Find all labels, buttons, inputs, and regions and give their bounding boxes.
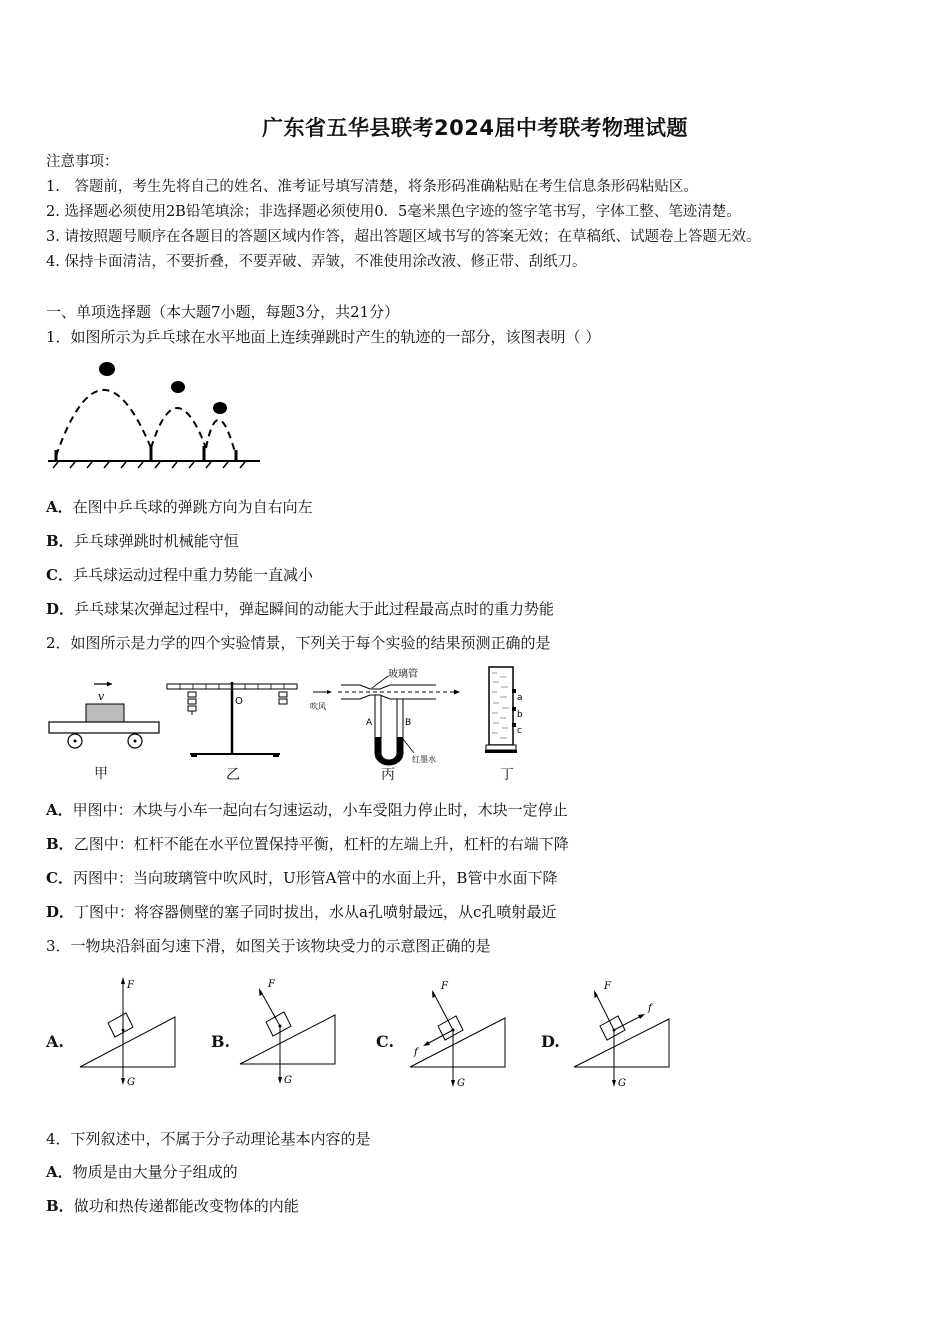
question-1-stem: 1．如图所示为乒乓球在水平地面上连续弹跳时产生的轨迹的一部分，该图表明（ ） [46, 328, 601, 346]
force-f-label: F [441, 981, 448, 992]
force-friction-label: f [648, 1003, 652, 1014]
pivot-label: O [235, 696, 243, 707]
tube-b-label: B [405, 718, 412, 728]
glass-tube-label: 玻璃管 [388, 669, 418, 680]
figure-caption-ding: 丁 [500, 767, 514, 783]
figure-caption-yi: 乙 [226, 767, 240, 783]
option-label: B． [46, 532, 74, 550]
bouncing-ball-figure [46, 358, 266, 468]
question-2-stem: 2．如图所示是力学的四个实验情景，下列关于每个实验的结果预测正确的是 [46, 634, 551, 652]
question-4-stem: 4．下列叙述中，不属于分子动理论基本内容的是 [46, 1130, 371, 1148]
water-container-figure [482, 665, 532, 757]
option-text: 乙图中：杠杆不能在水平位置保持平衡，杠杆的左端上升，杠杆的右端下降 [73, 835, 569, 853]
option-label: B． [46, 1197, 74, 1215]
lever-figure [165, 680, 305, 760]
force-g-label: G [284, 1075, 292, 1086]
q4-option-a [46, 1162, 238, 1182]
option-text: 甲图中：木块与小车一起向右匀速运动，小车受阻力停止时，木块一定停止 [72, 801, 568, 819]
option-text: 乒乓球运动过程中重力势能一直减小 [72, 566, 313, 584]
tube-a-label: A [366, 718, 373, 728]
incline-force-diagram-b [238, 975, 348, 1090]
question-3-stem: 3．一物块沿斜面匀速下滑，如图关于该物块受力的示意图正确的是 [46, 937, 491, 955]
q3-option-a-label: A. [46, 1032, 64, 1051]
q2-option-c [46, 868, 557, 888]
force-f-label: F [604, 981, 611, 992]
q1-option-c [46, 565, 313, 585]
velocity-label: v [98, 690, 105, 703]
q4-option-b [46, 1196, 299, 1216]
exam-title: 广东省五华县联考2024届中考联考物理试题 [262, 116, 688, 140]
incline-force-diagram-d [572, 975, 682, 1090]
option-label: D． [46, 600, 75, 618]
incline-force-diagram-c [408, 975, 518, 1090]
red-ink-label: 红墨水 [412, 755, 436, 764]
cart-figure [46, 678, 166, 748]
option-label: A． [46, 1163, 73, 1181]
q1-option-a [46, 497, 313, 517]
q3-option-b-label: B. [211, 1032, 231, 1051]
venturi-tube-figure [308, 665, 468, 765]
notice-item-1: 1. 答题前，考生先将自己的姓名、准考证号填写清楚，将条形码准确粘贴在考生信息条形码粘贴区。 [46, 179, 698, 195]
option-label: A． [46, 498, 73, 516]
section-heading: 一、单项选择题（本大题7小题，每题3分，共21分） [46, 303, 400, 321]
blow-label: 吹风 [310, 702, 326, 711]
force-g-label: G [127, 1077, 135, 1088]
force-f-label: F [268, 979, 275, 990]
q1-option-b [46, 531, 239, 551]
option-label: D． [46, 903, 75, 921]
force-g-label: G [618, 1078, 626, 1089]
notice-item-3: 3. 请按照题号顺序在各题目的答题区域内作答，超出答题区域书写的答案无效；在草稿纸、试题卷上答题无效。 [46, 229, 761, 245]
q2-option-a [46, 800, 568, 820]
q3-option-d-label: D. [541, 1032, 560, 1051]
force-friction-label: f [414, 1047, 418, 1058]
option-text: 丙图中：当向玻璃管中吹风时，U形管A管中的水面上升，B管中水面下降 [72, 869, 558, 887]
notice-item-4: 4. 保持卡面清洁，不要折叠，不要弄破、弄皱，不准使用涂改液、修正带、刮纸刀。 [46, 254, 587, 270]
force-g-label: G [457, 1078, 465, 1089]
q1-option-d [46, 599, 554, 619]
notice-heading: 注意事项： [46, 154, 119, 170]
option-text: 做功和热传递都能改变物体的内能 [73, 1197, 299, 1215]
option-label: C． [46, 566, 73, 584]
q2-option-d [46, 902, 556, 922]
incline-force-diagram-a [78, 975, 188, 1090]
figure-caption-jia: 甲 [94, 766, 108, 782]
hole-b-label: b [517, 710, 523, 720]
q2-option-b [46, 834, 569, 854]
q3-option-c-label: C. [376, 1032, 395, 1051]
option-text: 乒乓球某次弹起过程中，弹起瞬间的动能大于此过程最高点时的重力势能 [74, 600, 555, 618]
option-text: 乒乓球弹跳时机械能守恒 [73, 532, 239, 550]
option-text: 丁图中：将容器侧壁的塞子同时拔出，水从a孔喷射最远，从c孔喷射最近 [74, 903, 557, 921]
option-text: 物质是由大量分子组成的 [72, 1163, 238, 1181]
hole-a-label: a [517, 693, 523, 703]
notice-item-2: 2. 选择题必须使用2B铅笔填涂；非选择题必须使用0．5毫米黑色字迹的签字笔书写，字体工整、笔迹清楚。 [46, 204, 741, 220]
option-label: C． [46, 869, 73, 887]
figure-caption-bing: 丙 [381, 767, 395, 783]
option-text: 在图中乒乓球的弹跳方向为自右向左 [72, 498, 313, 516]
force-f-label: F [127, 980, 134, 991]
option-label: B． [46, 835, 74, 853]
hole-c-label: c [517, 726, 522, 736]
option-label: A． [46, 801, 73, 819]
